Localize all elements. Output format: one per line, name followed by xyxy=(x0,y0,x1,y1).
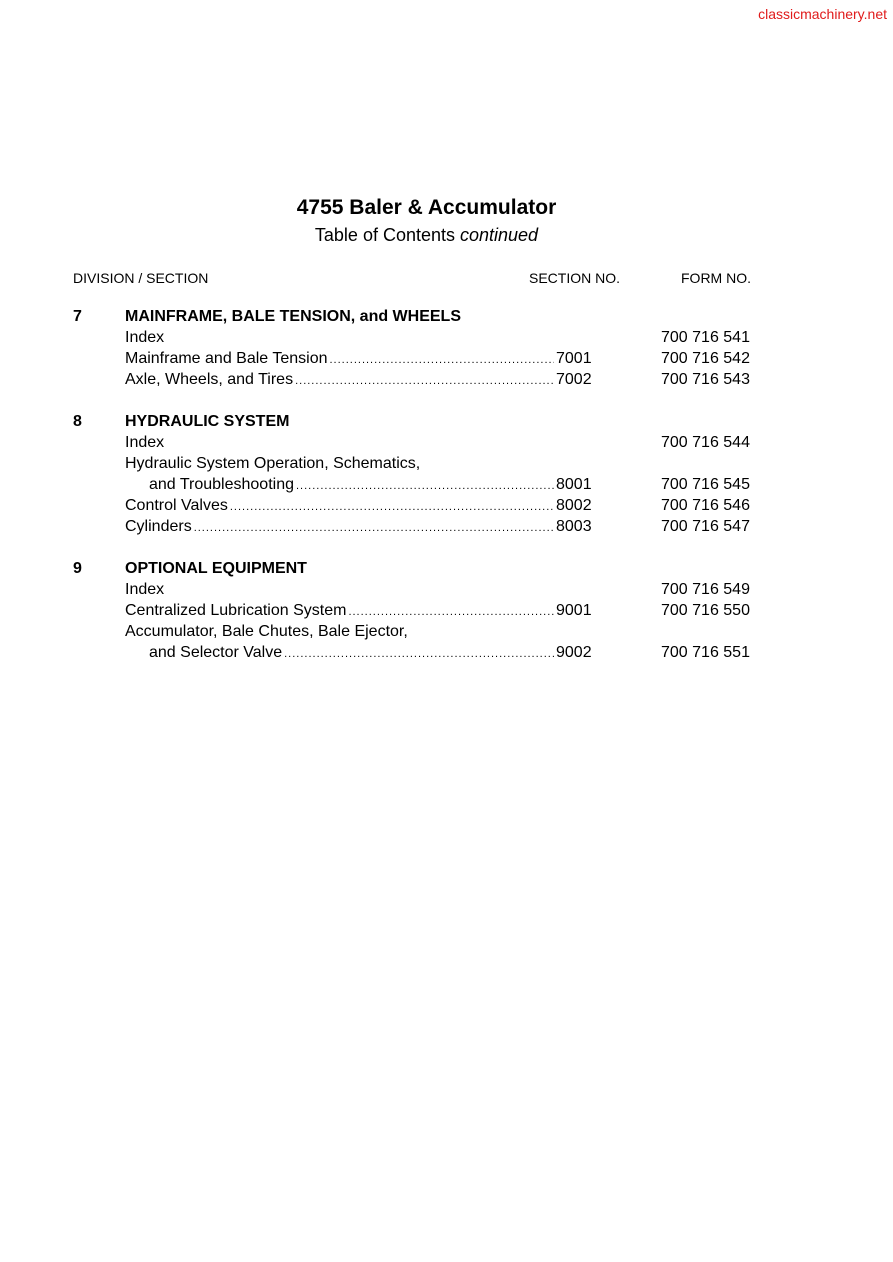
form-number: 700 716 549 xyxy=(661,581,750,598)
entry-label: Index xyxy=(125,329,165,346)
toc-row xyxy=(0,350,893,371)
entry-label: Axle, Wheels, and Tires xyxy=(125,371,294,388)
entry-label: and Troubleshooting xyxy=(149,476,294,493)
entry-label: and Selector Valve xyxy=(149,644,283,661)
column-header-section-no: SECTION NO. xyxy=(529,270,621,286)
form-number: 700 716 546 xyxy=(661,497,750,514)
section-number: 8002 xyxy=(556,497,592,514)
subtitle-text: Table of Contents xyxy=(314,225,460,245)
entry-label: Cylinders xyxy=(125,518,192,535)
division-number: 9 xyxy=(73,560,82,577)
entry-label: Centralized Lubrication System xyxy=(125,602,347,619)
document-title: 4755 Baler & Accumulator xyxy=(296,196,557,219)
form-number: 700 716 544 xyxy=(661,434,750,451)
division-title: OPTIONAL EQUIPMENT xyxy=(125,560,307,577)
form-number: 700 716 545 xyxy=(661,476,750,493)
division-title: HYDRAULIC SYSTEM xyxy=(125,413,290,430)
form-number: 700 716 547 xyxy=(661,518,750,535)
entry-label: Mainframe and Bale Tension xyxy=(125,350,328,367)
entry-label: Hydraulic System Operation, Schematics, xyxy=(125,455,421,472)
entry-label: Control Valves xyxy=(125,497,228,514)
section-number: 7002 xyxy=(556,371,592,388)
entry-label: Index xyxy=(125,434,165,451)
toc-row xyxy=(0,329,893,350)
toc-row xyxy=(0,455,893,476)
section-number: 9001 xyxy=(556,602,592,619)
section-number: 7001 xyxy=(556,350,592,367)
column-header-division: DIVISION / SECTION xyxy=(73,270,209,286)
toc-row xyxy=(0,497,893,518)
form-number: 700 716 550 xyxy=(661,602,750,619)
column-header-form-no: FORM NO. xyxy=(681,270,751,286)
toc-row xyxy=(0,602,893,623)
division-title: MAINFRAME, BALE TENSION, and WHEELS xyxy=(125,308,461,325)
toc-row xyxy=(0,371,893,392)
toc-row xyxy=(0,518,893,539)
section-number: 8003 xyxy=(556,518,592,535)
form-number: 700 716 551 xyxy=(661,644,750,661)
entry-label: Accumulator, Bale Chutes, Bale Ejector, xyxy=(125,623,408,640)
division-number: 8 xyxy=(73,413,82,430)
toc-row xyxy=(0,434,893,455)
division-number: 7 xyxy=(73,308,82,325)
section-number: 9002 xyxy=(556,644,592,661)
entry-label: Index xyxy=(125,581,165,598)
toc-row xyxy=(0,623,893,644)
form-number: 700 716 542 xyxy=(661,350,750,367)
document-subtitle xyxy=(0,225,853,246)
toc-row xyxy=(0,476,893,497)
toc-row xyxy=(0,644,893,665)
form-number: 700 716 543 xyxy=(661,371,750,388)
toc-row xyxy=(0,581,893,602)
subtitle-italic: continued xyxy=(460,225,539,245)
form-number: 700 716 541 xyxy=(661,329,750,346)
watermark: classicmachinery.net xyxy=(758,6,887,22)
section-number: 8001 xyxy=(556,476,592,493)
